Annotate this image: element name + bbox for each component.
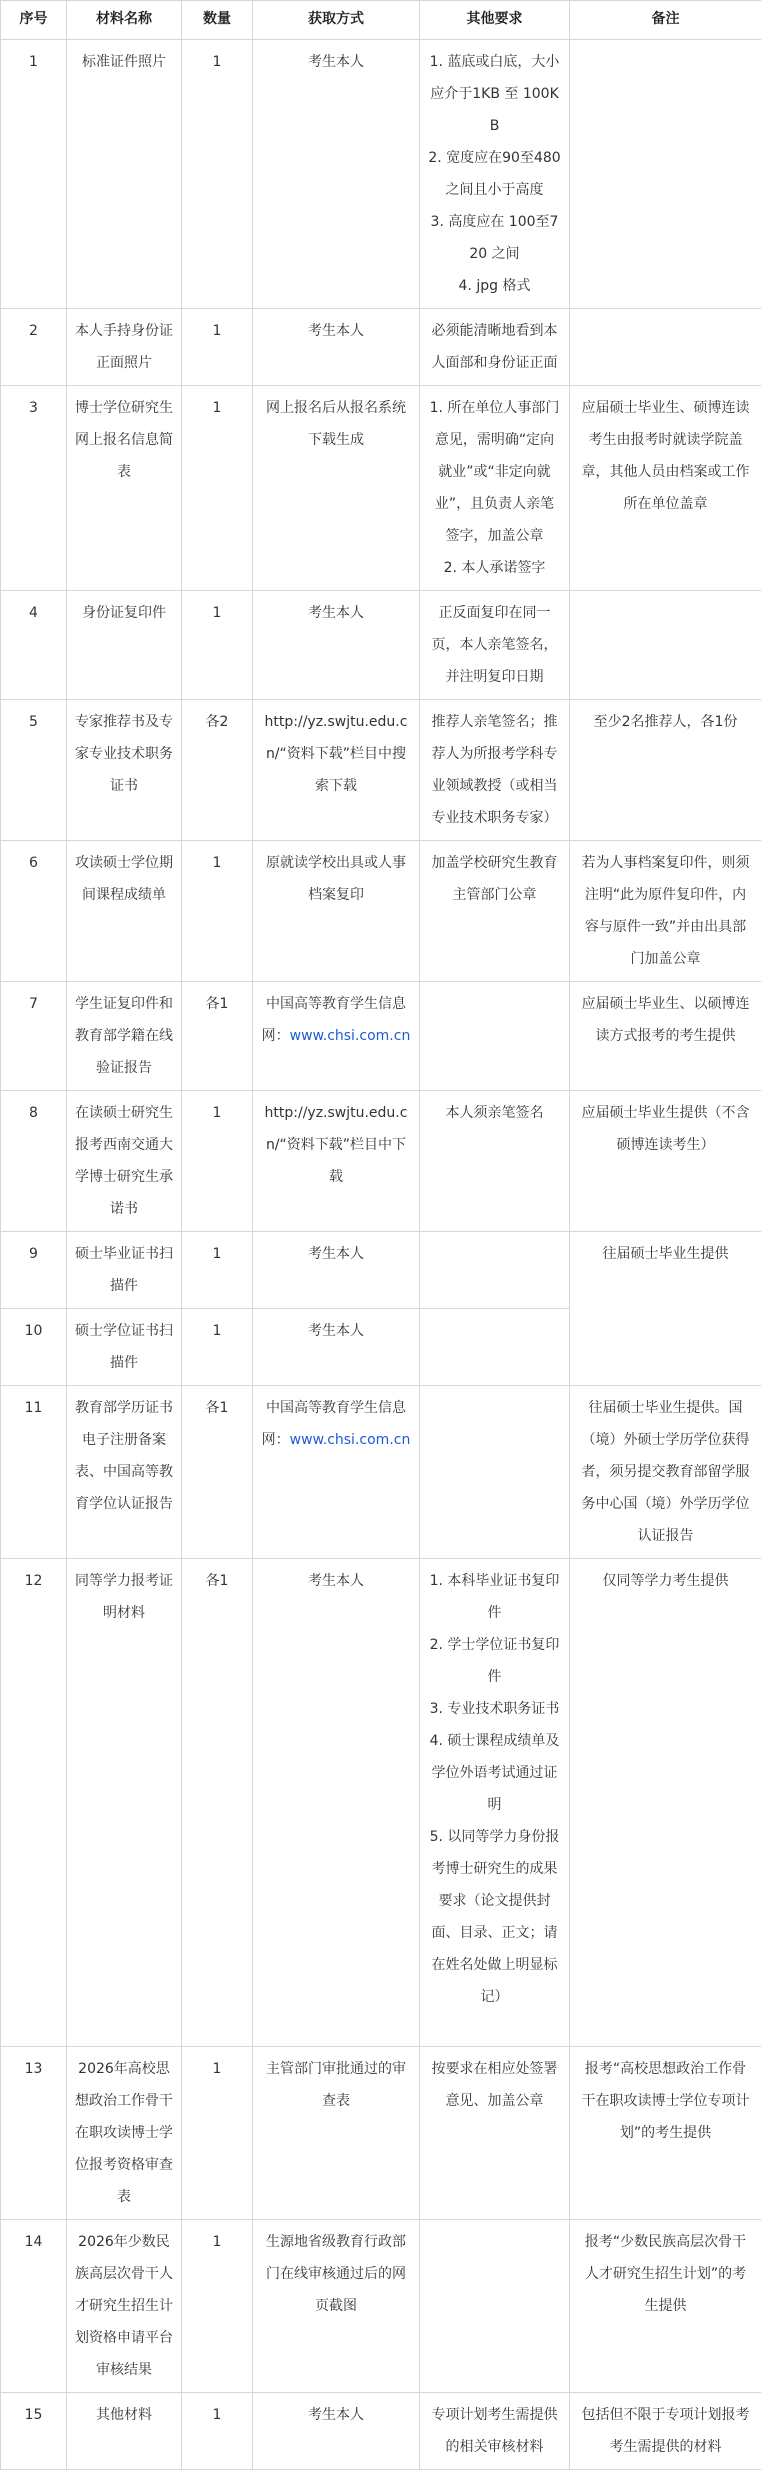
row-qty: 各1	[182, 1386, 253, 1559]
requirement-line: 1. 所在单位人事部门意见，需明确“定向就业”或“非定向就业”，且负责人亲笔签字，加盖公章	[428, 392, 561, 552]
row-qty: 1	[182, 2220, 253, 2393]
row-method	[253, 309, 420, 386]
row-qty: 1	[182, 309, 253, 386]
requirement-line: 2. 学士学位证书复印件	[428, 1629, 561, 1693]
row-requirements	[420, 982, 570, 1091]
table-row	[1, 309, 761, 386]
requirement-line: 4. 硕士课程成绩单及学位外语考试通过证明	[428, 1725, 561, 1821]
row-requirements	[420, 2220, 570, 2393]
table-row	[1, 841, 761, 982]
row-notes: 若为人事档案复印件，则须注明“此为原件复印件，内容与原件一致”并由出具部门加盖公章	[570, 841, 761, 982]
row-notes: 报考“少数民族高层次骨干人才研究生招生计划”的考生提供	[570, 2220, 761, 2393]
row-qty: 1	[182, 386, 253, 591]
row-name: 标准证件照片	[67, 40, 182, 309]
row-name: 同等学力报考证明材料	[67, 1559, 182, 2047]
requirement-line: 必须能清晰地看到本人面部和身份证正面	[428, 315, 561, 379]
row-name: 博士学位研究生网上报名信息简表	[67, 386, 182, 591]
row-method	[253, 40, 420, 309]
row-notes: 往届硕士毕业生提供。国（境）外硕士学历学位获得者，须另提交教育部留学服务中心国（境）外学历学位认证报告	[570, 1386, 761, 1559]
header-requirements: 其他要求	[420, 1, 570, 40]
row-qty: 各1	[182, 982, 253, 1091]
table-row	[1, 982, 761, 1091]
row-index: 11	[1, 1386, 67, 1559]
row-name: 教育部学历证书电子注册备案表、中国高等教育学位认证报告	[67, 1386, 182, 1559]
requirement-line: 本人须亲笔签名	[428, 1097, 561, 1129]
table-row	[1, 2047, 761, 2220]
row-name: 2026年少数民族高层次骨干人才研究生招生计划资格申请平台审核结果	[67, 2220, 182, 2393]
method-text: 考生本人	[308, 54, 364, 70]
requirement-line: 1. 蓝底或白底，大小应介于1KB 至 100KB	[428, 46, 561, 142]
chsi-link[interactable]: www.chsi.com.cn	[290, 1432, 411, 1448]
requirement-line: 加盖学校研究生教育主管部门公章	[428, 847, 561, 911]
requirement-line: 2. 宽度应在90至480之间且小于高度	[428, 142, 561, 206]
table-row	[1, 1386, 761, 1559]
row-notes: 往届硕士毕业生提供	[570, 1232, 761, 1386]
row-notes	[570, 591, 761, 700]
row-notes: 至少2名推荐人，各1份	[570, 700, 761, 841]
method-text: 生源地省级教育行政部门在线审核通过后的网页截图	[266, 2234, 406, 2314]
row-notes: 包括但不限于专项计划报考考生需提供的材料	[570, 2393, 761, 2470]
row-name: 硕士学位证书扫描件	[67, 1309, 182, 1386]
table-header	[1, 1, 761, 40]
row-qty: 1	[182, 1091, 253, 1232]
row-name: 其他材料	[67, 2393, 182, 2470]
row-index: 9	[1, 1232, 67, 1309]
row-index: 8	[1, 1091, 67, 1232]
row-name: 2026年高校思想政治工作骨干在职攻读博士学位报考资格审查表	[67, 2047, 182, 2220]
row-method	[253, 2220, 420, 2393]
row-qty: 各1	[182, 1559, 253, 2047]
table-row	[1, 386, 761, 591]
row-method	[253, 1386, 420, 1559]
row-requirements	[420, 1386, 570, 1559]
row-requirements	[420, 1559, 570, 2047]
requirement-line: 3. 高度应在 100至720 之间	[428, 206, 561, 270]
row-method	[253, 1309, 420, 1386]
row-qty: 1	[182, 2393, 253, 2470]
row-requirements	[420, 386, 570, 591]
row-index: 10	[1, 1309, 67, 1386]
row-method	[253, 386, 420, 591]
row-method	[253, 2047, 420, 2220]
requirement-line: 1. 本科毕业证书复印件	[428, 1565, 561, 1629]
requirement-line: 按要求在相应处签署意见、加盖公章	[428, 2053, 561, 2117]
row-qty: 各2	[182, 700, 253, 841]
requirement-line: 正反面复印在同一页，本人亲笔签名，并注明复印日期	[428, 597, 561, 693]
row-method	[253, 841, 420, 982]
table-row	[1, 40, 761, 309]
row-index: 3	[1, 386, 67, 591]
row-qty: 1	[182, 40, 253, 309]
row-name: 在读硕士研究生报考西南交通大学博士研究生承诺书	[67, 1091, 182, 1232]
method-text: http://yz.swjtu.edu.cn/“资料下载”栏目中下载	[265, 1105, 408, 1185]
row-name: 本人手持身份证正面照片	[67, 309, 182, 386]
method-text: 中国高等教育学生信息网：	[262, 1400, 406, 1448]
method-text: 考生本人	[308, 1573, 364, 1589]
row-notes	[570, 309, 761, 386]
header-row	[1, 1, 761, 40]
row-method	[253, 1559, 420, 2047]
header-method: 获取方式	[253, 1, 420, 40]
row-requirements	[420, 2393, 570, 2470]
row-name: 学生证复印件和教育部学籍在线验证报告	[67, 982, 182, 1091]
row-index: 7	[1, 982, 67, 1091]
row-requirements	[420, 1309, 570, 1386]
row-requirements	[420, 1091, 570, 1232]
row-notes: 应届硕士毕业生、以硕博连读方式报考的考生提供	[570, 982, 761, 1091]
row-notes: 应届硕士毕业生、硕博连读考生由报考时就读学院盖章，其他人员由档案或工作所在单位盖章	[570, 386, 761, 591]
method-text: 原就读学校出具或人事档案复印	[266, 855, 406, 903]
requirement-line: 2. 本人承诺签字	[428, 552, 561, 584]
row-index: 2	[1, 309, 67, 386]
row-requirements	[420, 309, 570, 386]
method-text: http://yz.swjtu.edu.cn/“资料下载”栏目中搜索下载	[265, 714, 408, 794]
chsi-link[interactable]: www.chsi.com.cn	[290, 1028, 411, 1044]
requirement-line: 5. 以同等学力身份报考博士研究生的成果要求（论文提供封面、目录、正文；请在姓名处做上明显标记）	[428, 1821, 561, 2013]
row-qty: 1	[182, 591, 253, 700]
row-index: 12	[1, 1559, 67, 2047]
header-index: 序号	[1, 1, 67, 40]
header-qty: 数量	[182, 1, 253, 40]
row-index: 13	[1, 2047, 67, 2220]
row-index: 4	[1, 591, 67, 700]
row-index: 1	[1, 40, 67, 309]
row-index: 15	[1, 2393, 67, 2470]
requirement-line: 专项计划考生需提供的相关审核材料	[428, 2399, 561, 2463]
requirement-line: 3. 专业技术职务证书	[428, 1693, 561, 1725]
row-name: 专家推荐书及专家专业技术职务证书	[67, 700, 182, 841]
row-qty: 1	[182, 841, 253, 982]
header-name: 材料名称	[67, 1, 182, 40]
row-qty: 1	[182, 1232, 253, 1309]
table-row	[1, 1559, 761, 2047]
row-qty: 1	[182, 2047, 253, 2220]
method-text: 考生本人	[308, 2407, 364, 2423]
table-row	[1, 591, 761, 700]
row-requirements	[420, 700, 570, 841]
method-text: 主管部门审批通过的审查表	[266, 2061, 406, 2109]
method-text: 网上报名后从报名系统下载生成	[266, 400, 406, 448]
row-index: 14	[1, 2220, 67, 2393]
row-method	[253, 1232, 420, 1309]
table-row	[1, 700, 761, 841]
row-index: 5	[1, 700, 67, 841]
row-notes	[570, 40, 761, 309]
method-text: 考生本人	[308, 323, 364, 339]
method-text: 中国高等教育学生信息网：	[262, 996, 406, 1044]
table-body	[1, 40, 761, 2470]
row-method	[253, 591, 420, 700]
row-index: 6	[1, 841, 67, 982]
row-name: 身份证复印件	[67, 591, 182, 700]
row-requirements	[420, 2047, 570, 2220]
row-requirements	[420, 591, 570, 700]
row-requirements	[420, 1232, 570, 1309]
method-text: 考生本人	[308, 605, 364, 621]
row-notes: 仅同等学力考生提供	[570, 1559, 761, 2047]
method-text: 考生本人	[308, 1246, 364, 1262]
row-name: 攻读硕士学位期间课程成绩单	[67, 841, 182, 982]
row-requirements	[420, 40, 570, 309]
table-row	[1, 1232, 761, 1309]
table-row	[1, 2220, 761, 2393]
row-notes: 报考“高校思想政治工作骨干在职攻读博士学位专项计划”的考生提供	[570, 2047, 761, 2220]
row-method	[253, 700, 420, 841]
table-row	[1, 1091, 761, 1232]
row-method	[253, 2393, 420, 2470]
row-notes: 应届硕士毕业生提供（不含硕博连读考生）	[570, 1091, 761, 1232]
requirement-line: 4. jpg 格式	[428, 270, 561, 302]
method-text: 考生本人	[308, 1323, 364, 1339]
header-notes: 备注	[570, 1, 761, 40]
row-method	[253, 1091, 420, 1232]
table-row	[1, 2393, 761, 2470]
row-requirements	[420, 841, 570, 982]
row-name: 硕士毕业证书扫描件	[67, 1232, 182, 1309]
row-qty: 1	[182, 1309, 253, 1386]
row-method	[253, 982, 420, 1091]
requirement-line: 推荐人亲笔签名；推荐人为所报考学科专业领域教授（或相当专业技术职务专家）	[428, 706, 561, 834]
